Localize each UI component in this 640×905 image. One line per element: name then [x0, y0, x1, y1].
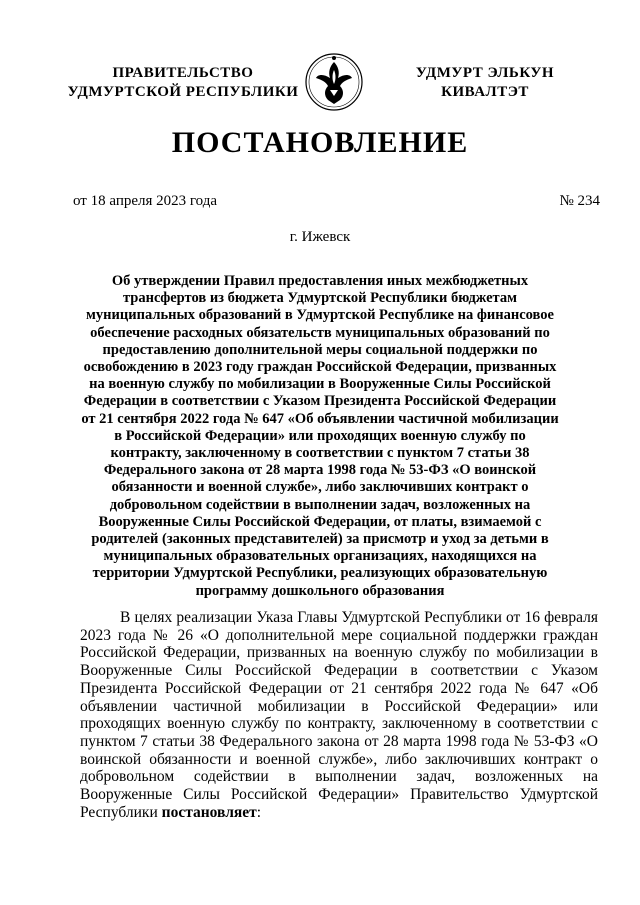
body-text: В целях реализации Указа Главы Удмуртской Республики от 16 февраля 2023 года № 26 «О дополнительной мере социальной поддержки граждан Российской Федерации, призванных на военную службу по мобилизации в Вооруженные Силы Российской Федерации в соответствии с Указом Президента Российской Федерации от 21 сентября 2022 года № 647 «Об объявлении частичной мобилизации в Российской Федерации» или проходящих военную службу по контракту, заключенному в соответствии с пунктом 7 статьи 38 Федерального закона от 28 марта 1998 года № 53-ФЗ «О воинской обязанности и военной службе», либо заключивших контракт о добровольном содействии в выполнении задач, возложенных на Вооруженные Силы Российской Федерации» Правительство Удмуртской Республики — [80, 609, 598, 821]
body-tail: : — [256, 803, 262, 821]
header-right-line1: УДМУРТ ЭЛЬКУН — [415, 65, 555, 81]
header-right — [392, 64, 578, 102]
header-right-line2: КИВАЛТЭТ — [441, 84, 529, 100]
document-number: № 234 — [559, 193, 600, 209]
document-body — [80, 609, 598, 821]
document-subject: Об утверждении Правил предоставления иных межбюджетных трансфертов из бюджета Удмуртской Республики бюджетам муниципальных образований в Удмуртской Республике на финансовое обеспечение расходных обязательств муниципальных образований по предоставлению дополнительной меры социальной поддержки по освобождению в 2023 году граждан Российской Федерации, призванных на военную службу по мобилизации в Вооруженные Силы Российской Федерации в соответствии с Указом Президента Российской Федерации от 21 сентября 2022 года № 647 «Об объявлении частичной мобилизации в Российской Федерации» или проходящих военную службу по контракту, заключенному в соответствии с пунктом 7 статьи 38 Федерального закона от 28 марта 1998 года № 53-ФЗ «О воинской обязанности и военной службе», либо заключивших контракт о добровольном содействии в выполнении задач, возложенных на Вооруженные Силы Российской Федерации, от платы, взимаемой с родителей (законных представителей) за присмотр и уход за детьми в муниципальных образовательных организациях, находящихся на территории Удмуртской Республики, реализующих образовательную программу дошкольного образования — [81, 273, 559, 599]
body-bold-word: постановляет — [161, 803, 257, 821]
document-city: г. Ижевск — [289, 229, 351, 245]
document-date: от 18 апреля 2023 года — [73, 193, 218, 209]
document-type-title: ПОСТАНОВЛЕНИЕ — [171, 126, 469, 159]
header-left-line2: УДМУРТСКОЙ РЕСПУБЛИКИ — [67, 84, 299, 100]
header-left — [58, 64, 308, 102]
udmurt-coat-of-arms-icon — [304, 50, 364, 114]
header-left-line1: ПРАВИТЕЛЬСТВО — [112, 65, 254, 81]
